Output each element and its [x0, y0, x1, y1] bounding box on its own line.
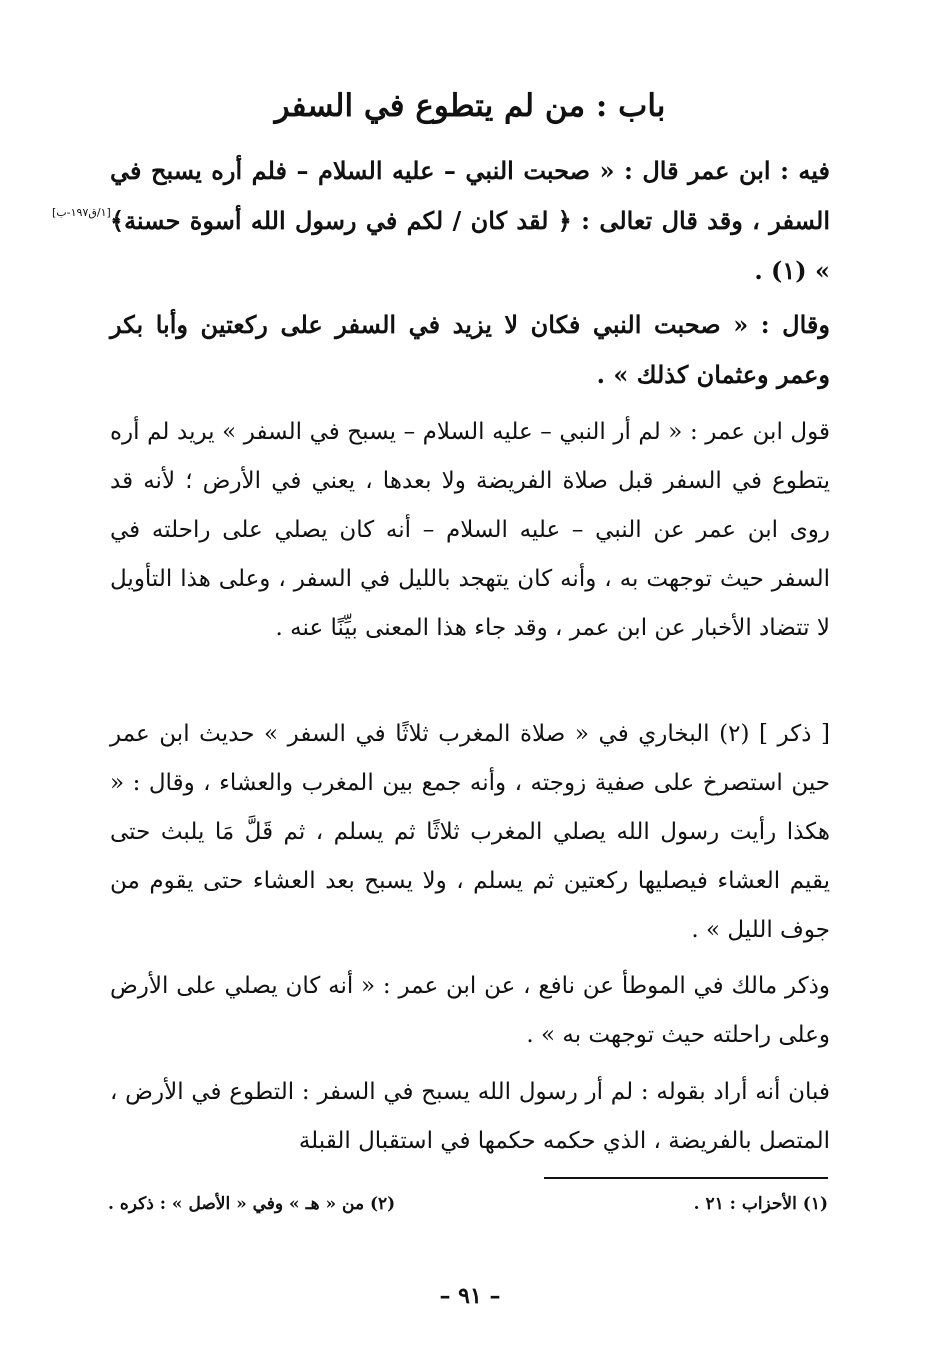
hadith-paragraph-1: فيه : ابن عمر قال : « صحبت النبي – عليه السلام – فلم أره يسبح في السفر ، وقد قال تعالى : ﴿ لقد كان / لكم في رسول الله أسوة حسنة﴾ » (١) . [110, 156, 830, 285]
page-number: – ٩١ – [439, 1283, 501, 1309]
commentary-paragraph-1: قول ابن عمر : « لم أر النبي – عليه السلام – يسبح في السفر » يريد لم أره يتطوع في السفر قبل صلاة الفريضة ولا بعدها ، يعني في الأرض ؛ لأنه قد روى ابن عمر عن النبي – عليه السلام – أنه كان يصلي على راحلته في السفر حيث توجهت به ، وأنه كان يتهجد بالليل في السفر ، وعلى هذا التأويل لا تتضاد الأخبار عن ابن عمر ، وقد جاء هذا المعنى بيِّنًا عنه . [110, 419, 830, 641]
footnote-divider [544, 1177, 828, 1179]
commentary-paragraph-2: [ ذكر ] (٢) البخاري في « صلاة المغرب ثلاثًا في السفر » حديث ابن عمر حين استصرخ على صفية زوجته ، وأنه جمع بين المغرب والعشاء ، وقال : « هكذا رأيت رسول الله يصلي المغرب ثلاثًا ثم يسلم ، ثم قَلَّ مَا يلبث حتى يقيم العشاء فيصليها ركعتين ثم يسلم ، ولا يسبح بعد العشاء حتى يقوم من جوف الليل » . [110, 721, 830, 943]
hadith-paragraph-2: وقال : « صحبت النبي فكان لا يزيد في السفر على ركعتين وأبا بكر وعمر وعثمان كذلك » . [110, 310, 830, 389]
manuscript-folio-note: [١/ق١٩٧-ب] [52, 206, 111, 219]
commentary-paragraph-4: فبان أنه أراد بقوله : لم أر رسول الله يسبح في السفر : التطوع في الأرض ، المتصل بالفريضة ، الذي حكمه حكمها في استقبال القبلة [110, 1079, 830, 1154]
chapter-title: باب : من لم يتطوع في السفر [274, 88, 666, 124]
commentary-paragraph-3: وذكر مالك في الموطأ عن نافع ، عن ابن عمر : « أنه كان يصلي على الأرض وعلى راحلته حيث توجهت به » . [110, 973, 830, 1048]
footnotes [108, 1194, 828, 1214]
footnote-2: (٢) من « هـ » وفي « الأصل » : ذكره . [108, 1194, 396, 1214]
footnote-1: (١) الأحزاب : ٢١ . [693, 1194, 828, 1214]
